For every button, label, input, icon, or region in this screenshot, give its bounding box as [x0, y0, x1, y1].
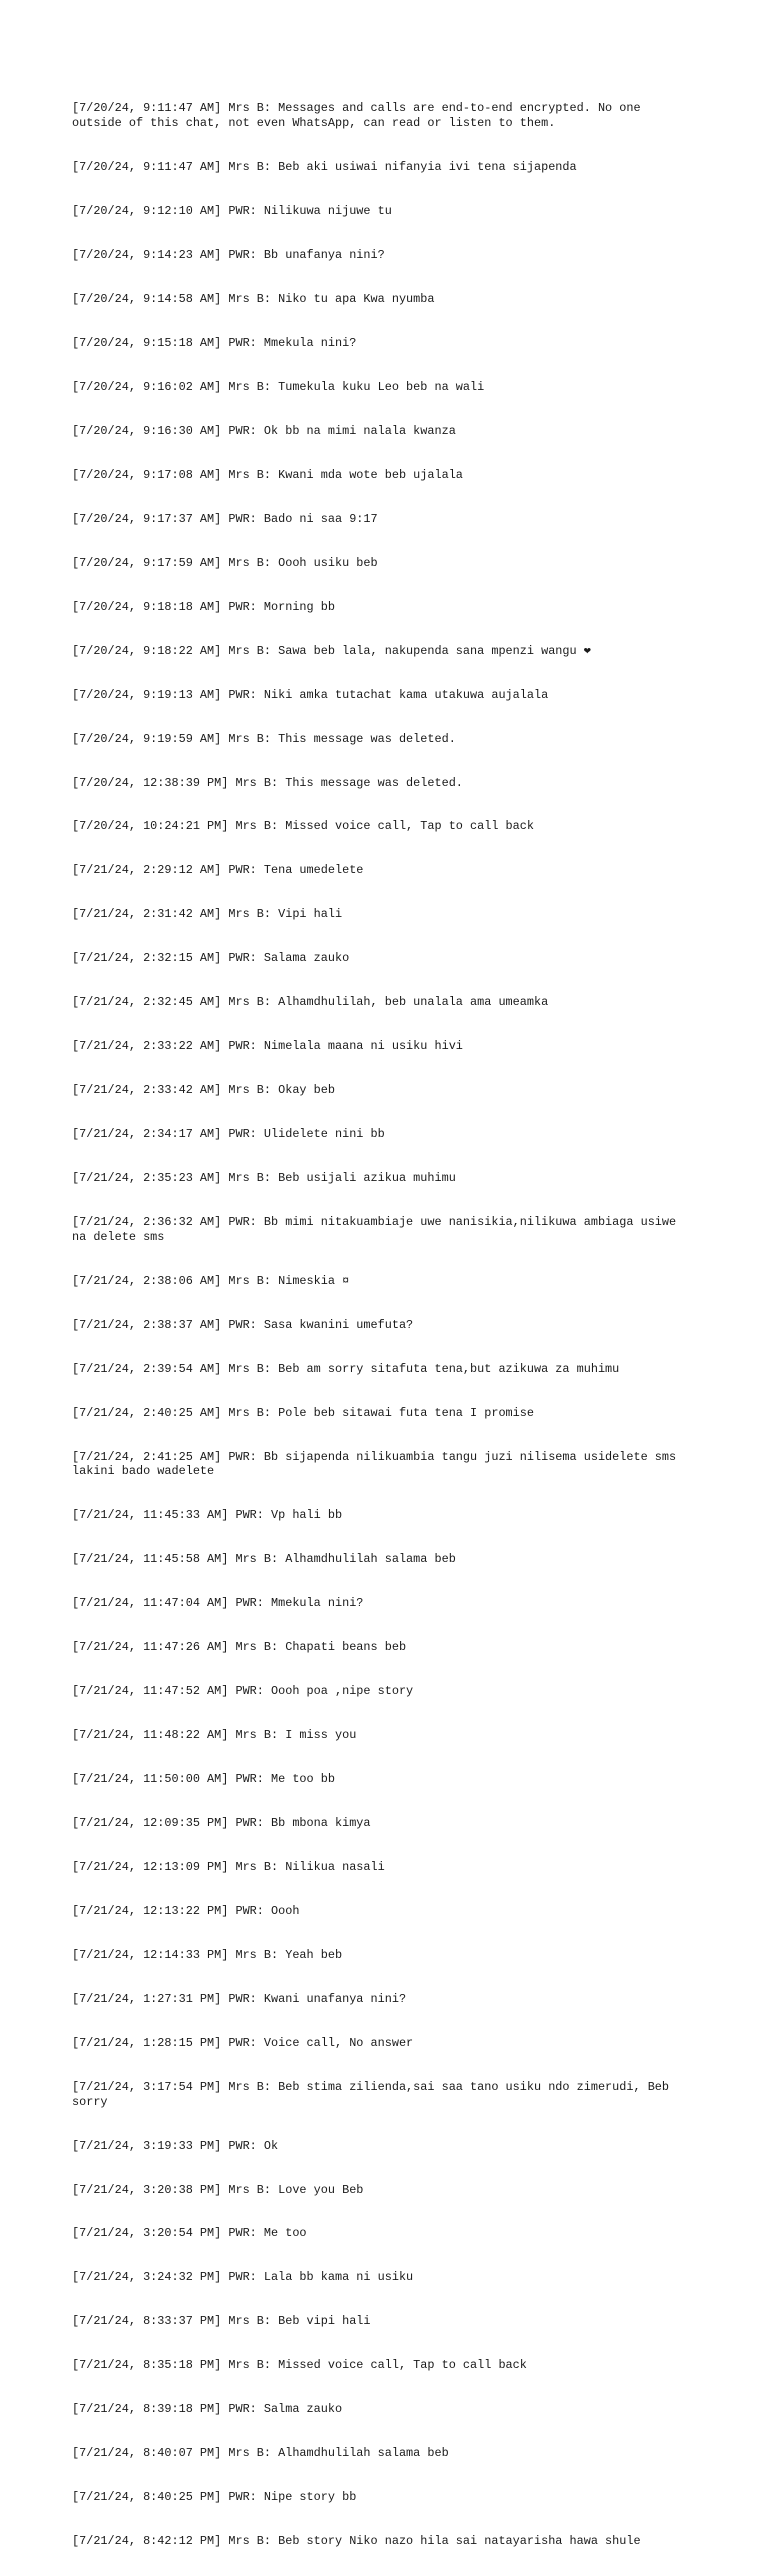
chat-line: [7/20/24, 9:11:47 AM] Mrs B: Beb aki usiwai nifanyia ivi tena sijapenda: [72, 159, 577, 174]
chat-line: [7/21/24, 2:34:17 AM] PWR: Ulidelete nini bb: [72, 1127, 385, 1142]
chat-line: [7/21/24, 3:17:54 PM] Mrs B: Beb stima zilienda,sai saa tano usiku ndo zimerudi, Beb sorry: [72, 2079, 677, 2109]
chat-line: [7/21/24, 2:38:37 AM] PWR: Sasa kwanini umefuta?: [72, 1317, 414, 1332]
chat-line: [7/21/24, 3:20:54 PM] PWR: Me too: [72, 2226, 307, 2241]
chat-export-text: [72, 72, 692, 2564]
chat-line: [7/21/24, 12:09:35 PM] PWR: Bb mbona kimya: [72, 1816, 371, 1831]
chat-line: [7/21/24, 11:47:26 AM] Mrs B: Chapati beans beb: [72, 1640, 407, 1655]
chat-line: [7/21/24, 2:36:32 AM] PWR: Bb mimi nitakuambiaje uwe nanisikia,nilikuwa ambiaga usiwe na delete sms: [72, 1215, 684, 1244]
chat-line: [7/20/24, 9:18:22 AM] Mrs B: Sawa beb lala, nakupenda sana mpenzi wangu ❤: [72, 643, 591, 658]
chat-line: [7/20/24, 9:11:47 AM] Mrs B: Messages and calls are end-to-end encrypted. No one outside of this chat, not even WhatsApp, can read or listen to them.: [72, 101, 648, 130]
chat-line: [7/21/24, 11:50:00 AM] PWR: Me too bb: [72, 1772, 335, 1787]
chat-line: [7/20/24, 9:17:08 AM] Mrs B: Kwani mda wote beb ujalala: [72, 467, 463, 482]
chat-line: [7/21/24, 1:27:31 PM] PWR: Kwani unafanya nini?: [72, 1991, 407, 2006]
chat-line: [7/21/24, 2:32:15 AM] PWR: Salama zauko: [72, 951, 350, 966]
chat-line: [7/20/24, 9:15:18 AM] PWR: Mmekula nini?: [72, 335, 357, 350]
chat-line: [7/21/24, 12:13:09 PM] Mrs B: Nilikua nasali: [72, 1860, 385, 1875]
chat-line: [7/21/24, 2:33:22 AM] PWR: Nimelala maana ni usiku hivi: [72, 1039, 463, 1054]
chat-line: [7/20/24, 9:17:59 AM] Mrs B: Oooh usiku beb: [72, 555, 378, 570]
chat-line: [7/20/24, 9:14:23 AM] PWR: Bb unafanya nini?: [72, 247, 385, 262]
chat-line: [7/21/24, 2:35:23 AM] Mrs B: Beb usijali azikua muhimu: [72, 1171, 456, 1186]
chat-line: [7/21/24, 1:28:15 PM] PWR: Voice call, No answer: [72, 2035, 414, 2050]
chat-line: [7/20/24, 9:16:30 AM] PWR: Ok bb na mimi nalala kwanza: [72, 423, 456, 438]
chat-line: [7/21/24, 2:29:12 AM] PWR: Tena umedelete: [72, 863, 364, 878]
chat-line: [7/21/24, 3:19:33 PM] PWR: Ok: [72, 2138, 279, 2153]
chat-line: [7/20/24, 9:19:59 AM] Mrs B: This message was deleted.: [72, 731, 456, 746]
chat-line: [7/20/24, 9:12:10 AM] PWR: Nilikuwa nijuwe tu: [72, 203, 392, 218]
chat-line: [7/20/24, 9:18:18 AM] PWR: Morning bb: [72, 599, 335, 614]
chat-line: [7/21/24, 3:24:32 PM] PWR: Lala bb kama ni usiku: [72, 2270, 414, 2285]
chat-line: [7/21/24, 8:35:18 PM] Mrs B: Missed voice call, Tap to call back: [72, 2358, 527, 2373]
chat-line: [7/20/24, 10:24:21 PM] Mrs B: Missed voice call, Tap to call back: [72, 819, 534, 834]
chat-line: [7/21/24, 2:40:25 AM] Mrs B: Pole beb sitawai futa tena I promise: [72, 1405, 534, 1420]
chat-line: [7/20/24, 9:14:58 AM] Mrs B: Niko tu apa Kwa nyumba: [72, 291, 435, 306]
chat-line: [7/21/24, 2:41:25 AM] PWR: Bb sijapenda nilikuambia tangu juzi nilisema usidelete sms lakini bado wadelete: [72, 1449, 684, 1479]
chat-line: [7/20/24, 9:16:02 AM] Mrs B: Tumekula kuku Leo beb na wali: [72, 379, 485, 394]
chat-line: [7/21/24, 3:20:38 PM] Mrs B: Love you Beb: [72, 2182, 364, 2197]
chat-line: [7/21/24, 2:33:42 AM] Mrs B: Okay beb: [72, 1083, 335, 1098]
chat-line: [7/21/24, 8:39:18 PM] PWR: Salma zauko: [72, 2402, 343, 2417]
chat-line: [7/21/24, 8:42:12 PM] Mrs B: Beb story Niko nazo hila sai natayarisha hawa shule: [72, 2534, 641, 2549]
chat-line: [7/21/24, 2:31:42 AM] Mrs B: Vipi hali: [72, 907, 343, 922]
chat-line: [7/20/24, 9:19:13 AM] PWR: Niki amka tutachat kama utakuwa aujalala: [72, 687, 549, 702]
chat-line: [7/20/24, 9:17:37 AM] PWR: Bado ni saa 9:17: [72, 511, 378, 526]
chat-line: [7/21/24, 11:47:04 AM] PWR: Mmekula nini?: [72, 1596, 364, 1611]
chat-line: [7/20/24, 12:38:39 PM] Mrs B: This message was deleted.: [72, 775, 463, 790]
chat-line: [7/21/24, 11:48:22 AM] Mrs B: I miss you: [72, 1728, 357, 1743]
chat-line: [7/21/24, 11:45:58 AM] Mrs B: Alhamdhulilah salama beb: [72, 1552, 456, 1567]
chat-line: [7/21/24, 12:13:22 PM] PWR: Oooh: [72, 1904, 300, 1919]
chat-line: [7/21/24, 11:45:33 AM] PWR: Vp hali bb: [72, 1508, 343, 1523]
chat-line: [7/21/24, 2:32:45 AM] Mrs B: Alhamdhulilah, beb unalala ama umeamka: [72, 995, 549, 1010]
chat-line: [7/21/24, 12:14:33 PM] Mrs B: Yeah beb: [72, 1948, 343, 1962]
chat-line: [7/21/24, 11:47:52 AM] PWR: Oooh poa ,nipe story: [72, 1684, 414, 1699]
chat-line: [7/21/24, 8:40:25 PM] PWR: Nipe story bb: [72, 2490, 357, 2505]
chat-line: [7/21/24, 8:33:37 PM] Mrs B: Beb vipi hali: [72, 2314, 371, 2329]
chat-line: [7/21/24, 2:39:54 AM] Mrs B: Beb am sorry sitafuta tena,but azikuwa za muhimu: [72, 1361, 620, 1376]
chat-line: [7/21/24, 2:38:06 AM] Mrs B: Nimeskia ¤: [72, 1273, 350, 1288]
chat-line: [7/21/24, 8:40:07 PM] Mrs B: Alhamdhulilah salama beb: [72, 2446, 449, 2461]
